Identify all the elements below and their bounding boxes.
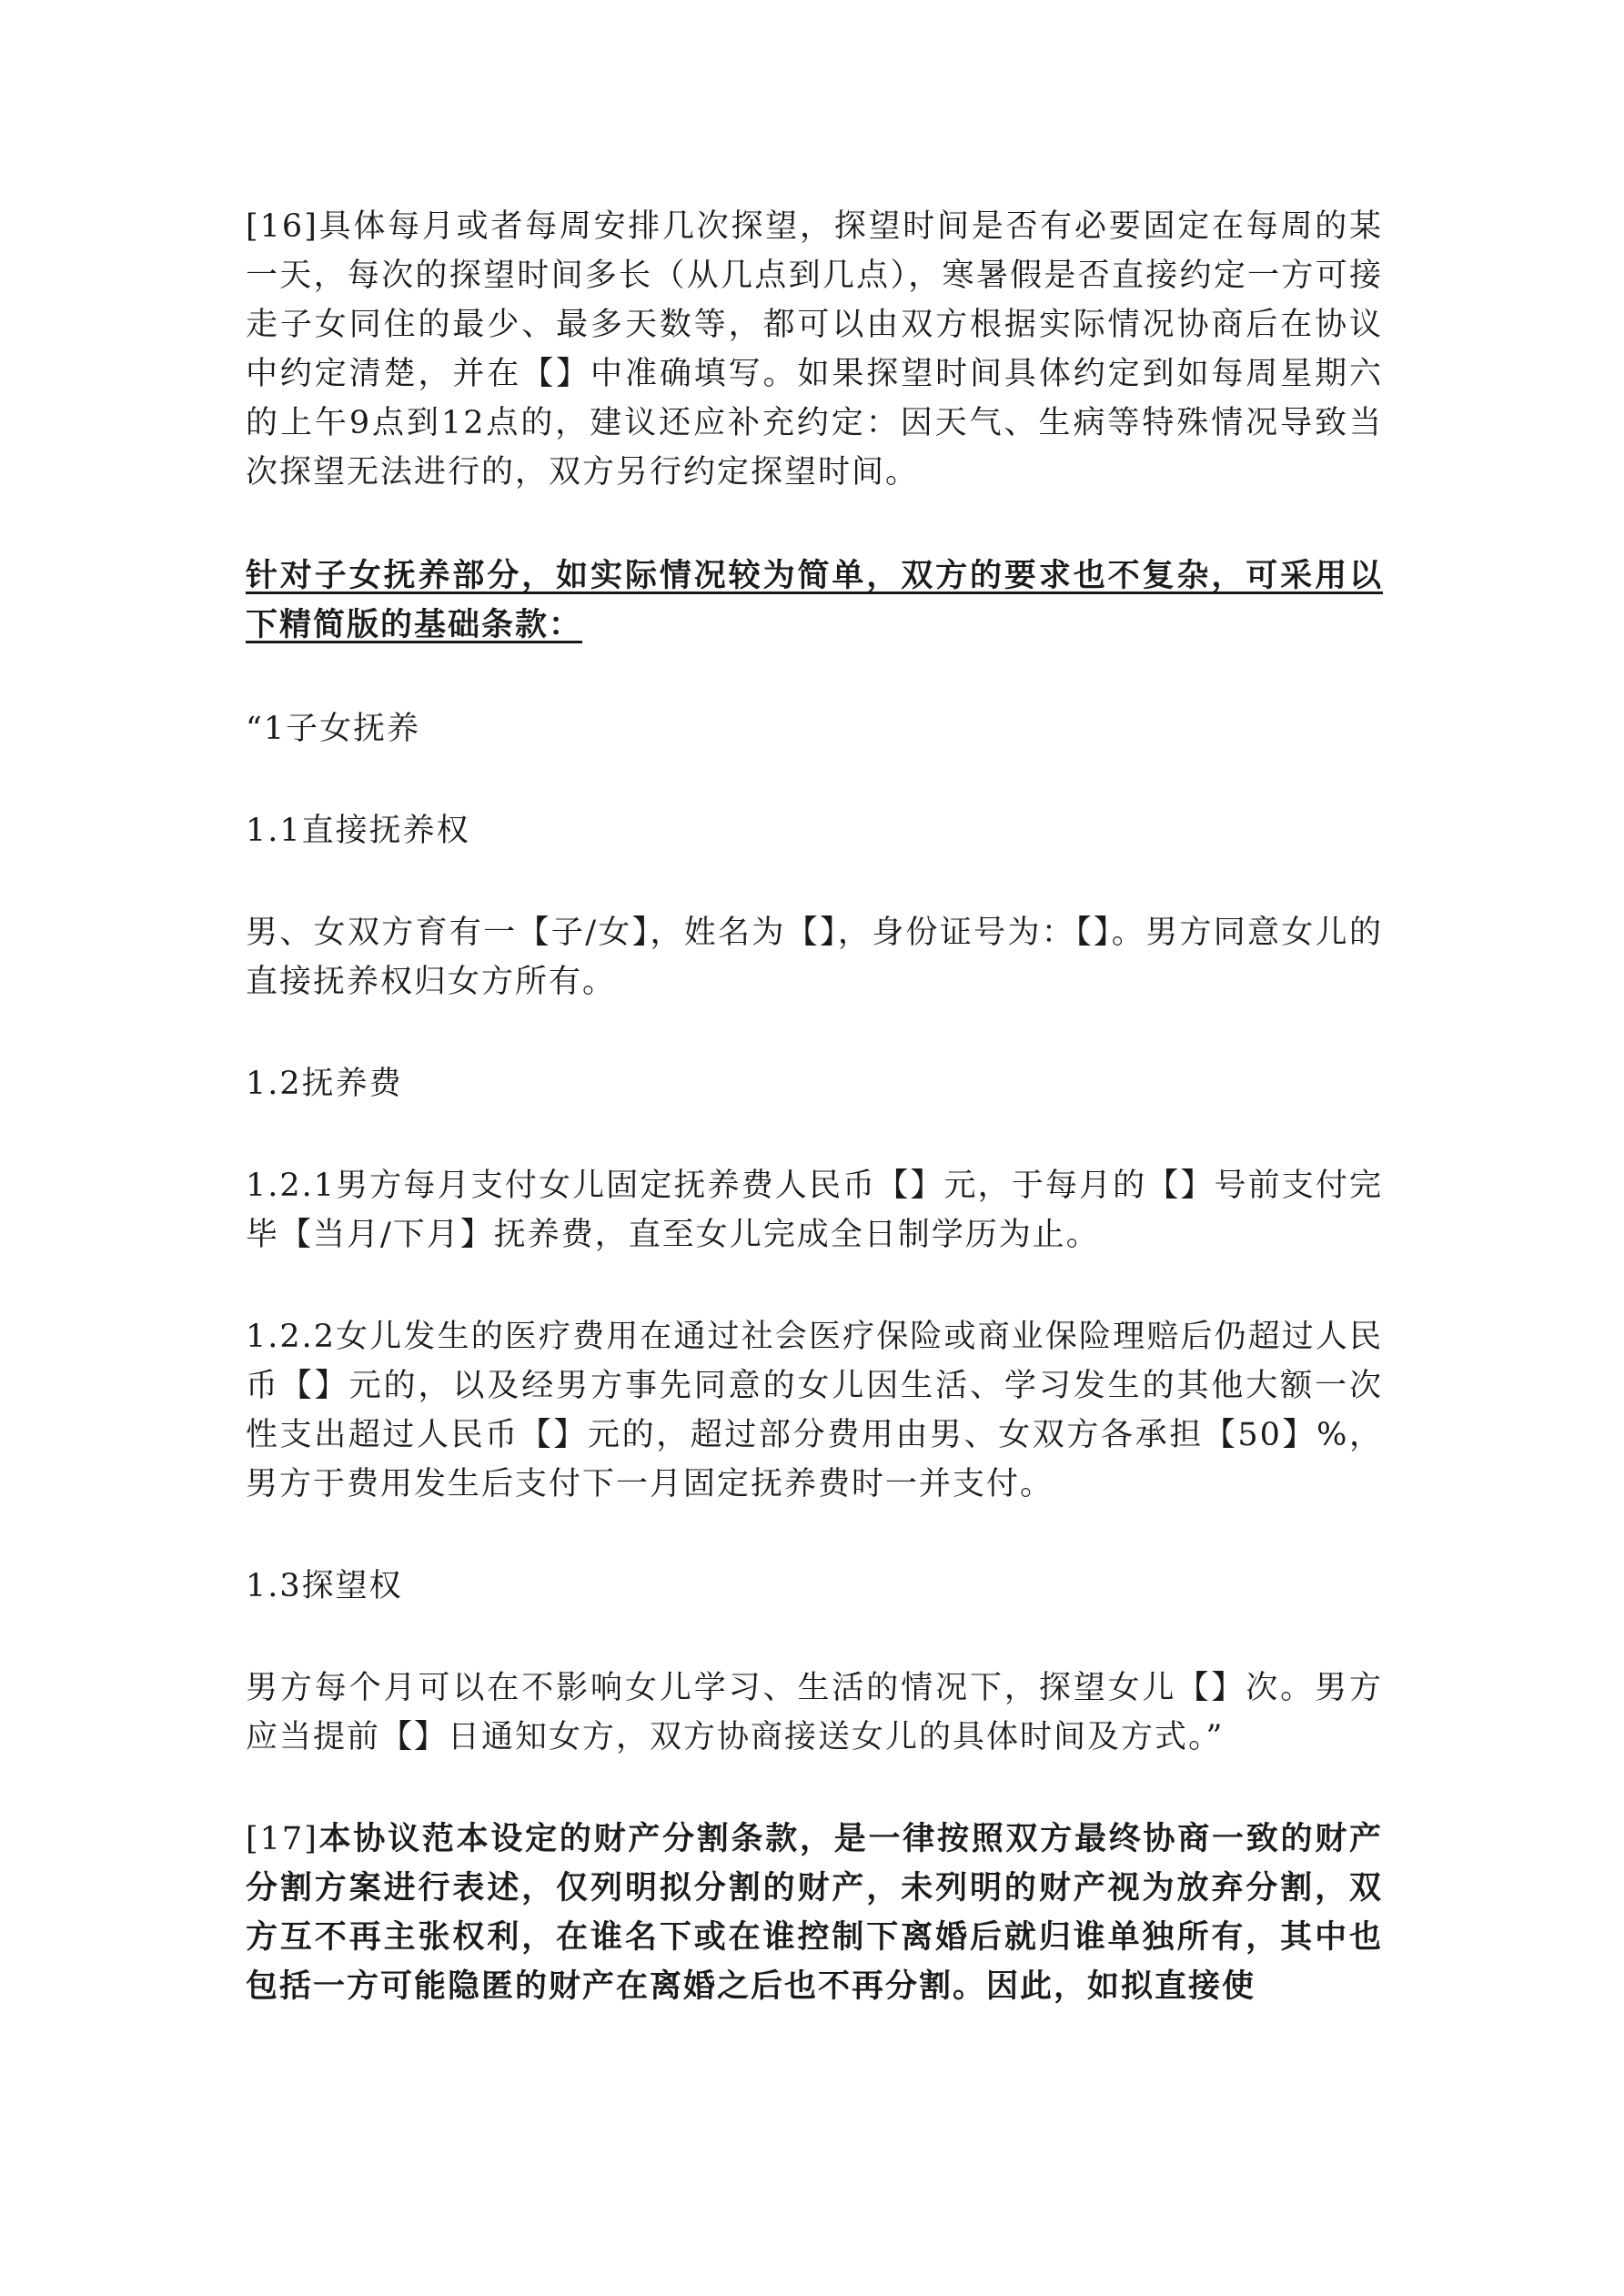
note-17-paragraph — [246, 1815, 1383, 2011]
section-1-title: “1子女抚养 — [246, 711, 421, 747]
section-1-2-title: 1.2抚养费 — [246, 1066, 403, 1102]
note-16-paragraph: [16]具体每月或者每周安排几次探望，探望时间是否有必要固定在每周的某一天，每次的探望时间多长（从几点到几点），寒暑假是否直接约定一方可接走子女同住的最少、最多天数等，都可以由双方根据实际情况协商后在协议中约定清楚，并在【】中准确填写。如果探望时间具体约定到如每周星期六的上午9点到12点的，建议还应补充约定：因天气、生病等特殊情况导致当次探望无法进行的，双方另行约定探望时间。 — [246, 208, 1383, 491]
section-1-1-title: 1.1直接抚养权 — [246, 813, 470, 849]
simplified-clause-intro: 针对子女抚养部分，如实际情况较为简单，双方的要求也不复杂，可采用以下精简版的基础条款： — [246, 557, 1383, 643]
section-1-1-text: 男、女双方育有一【子/女】，姓名为【】，身份证号为：【】。男方同意女儿的直接抚养权归女方所有。 — [246, 915, 1383, 1000]
section-1-3-title: 1.3探望权 — [246, 1568, 403, 1604]
note-17-prefix: [17] — [246, 1821, 318, 1857]
document-page — [246, 202, 1383, 2011]
note-17-text: 本协议范本设定的财产分割条款，是一律按照双方最终协商一致的财产分割方案进行表述，仅列明拟分割的财产，未列明的财产视为放弃分割，双方互不再主张权利，在谁名下或在谁控制下离婚后就归谁单独所有，其中也包括一方可能隐匿的财产在离婚之后也不再分割。因此，如拟直接使 — [246, 1820, 1383, 2005]
section-1-3-text: 男方每个月可以在不影响女儿学习、生活的情况下，探望女儿【】次。男方应当提前【】日通知女方，双方协商接送女儿的具体时间及方式。” — [246, 1670, 1383, 1755]
section-1-2-2-text: 1.2.2女儿发生的医疗费用在通过社会医疗保险或商业保险理赔后仍超过人民币【】元的，以及经男方事先同意的女儿因生活、学习发生的其他大额一次性支出超过人民币【】元的，超过部分费用由男、女双方各承担【50】%，男方于费用发生后支付下一月固定抚养费时一并支付。 — [246, 1319, 1383, 1502]
section-1-2-1-text: 1.2.1男方每月支付女儿固定抚养费人民币【】元，于每月的【】号前支付完毕【当月/下月】抚养费，直至女儿完成全日制学历为止。 — [246, 1168, 1383, 1253]
